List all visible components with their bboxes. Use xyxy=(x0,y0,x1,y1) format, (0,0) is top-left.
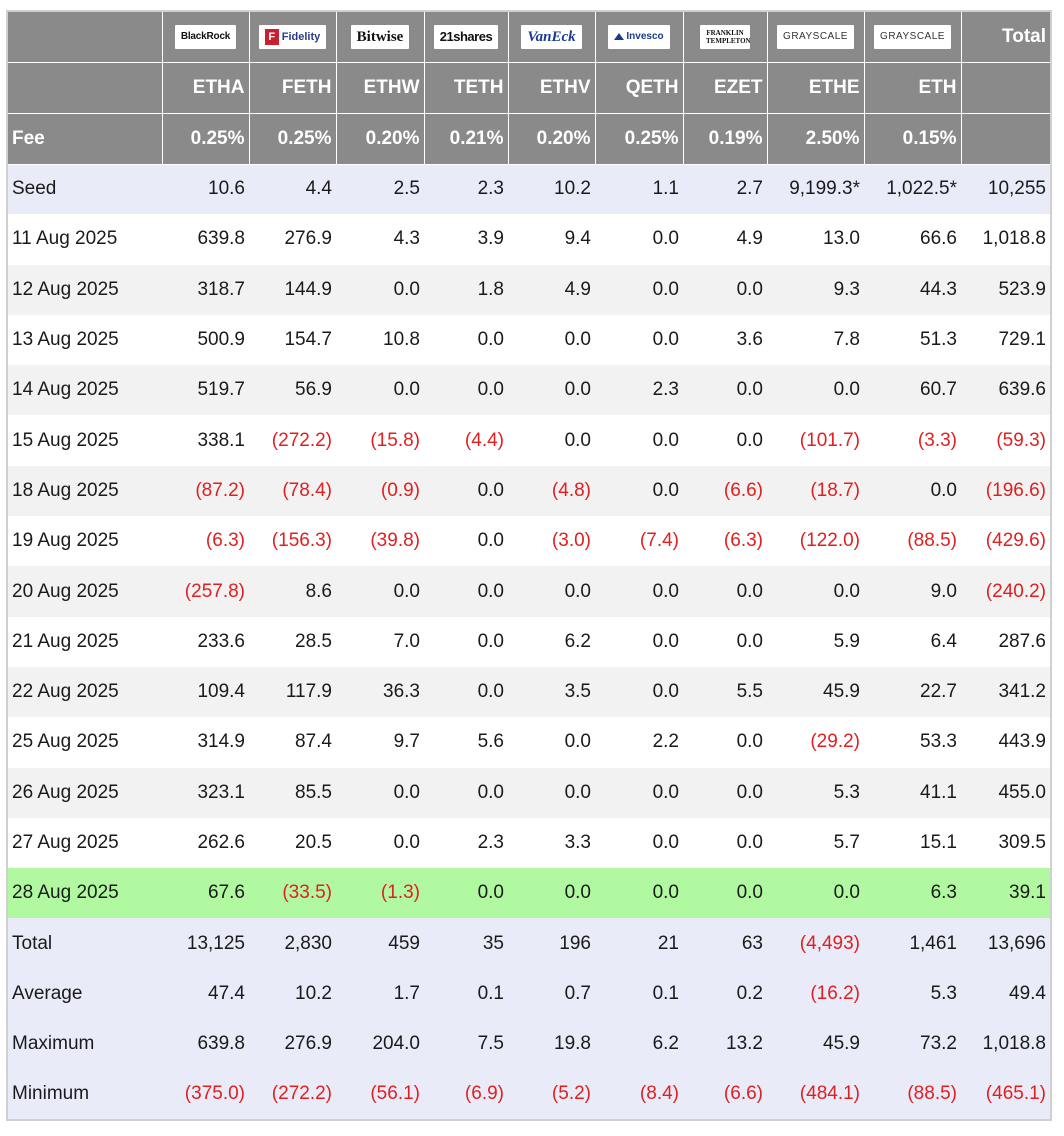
flow-cell: 0.0 xyxy=(683,768,767,818)
flow-cell: 6.2 xyxy=(595,1019,683,1069)
row-label: 12 Aug 2025 xyxy=(7,265,162,315)
flow-cell: 2.7 xyxy=(683,164,767,214)
table-row xyxy=(7,717,1051,767)
row-total-cell: (196.6) xyxy=(961,466,1051,516)
ticker-header: FETH xyxy=(249,62,336,113)
flow-cell: 233.6 xyxy=(162,617,249,667)
flow-cell: 63 xyxy=(683,918,767,968)
flow-cell: (56.1) xyxy=(336,1069,424,1119)
blackrock-logo: BlackRock xyxy=(175,25,236,49)
flow-cell: 44.3 xyxy=(864,265,961,315)
flow-cell: 0.1 xyxy=(595,969,683,1019)
table-row xyxy=(7,214,1051,264)
corner-cell xyxy=(7,62,162,113)
flow-cell: 53.3 xyxy=(864,717,961,767)
flow-cell: 67.6 xyxy=(162,868,249,918)
flow-cell: (4,493) xyxy=(767,918,864,968)
fee-cell: 0.21% xyxy=(424,113,508,164)
flow-cell: 36.3 xyxy=(336,667,424,717)
row-total-cell: 39.1 xyxy=(961,868,1051,918)
flow-cell: (4.8) xyxy=(508,466,595,516)
flow-cell: 3.3 xyxy=(508,818,595,868)
flow-cell: 3.6 xyxy=(683,315,767,365)
flow-cell: 0.0 xyxy=(424,667,508,717)
flow-cell: 0.1 xyxy=(424,969,508,1019)
flow-cell: (88.5) xyxy=(864,1069,961,1119)
flow-cell: 0.0 xyxy=(508,315,595,365)
flow-cell: 13.2 xyxy=(683,1019,767,1069)
flow-cell: 0.0 xyxy=(508,365,595,415)
flow-cell: 154.7 xyxy=(249,315,336,365)
flow-cell: (15.8) xyxy=(336,415,424,465)
issuer-cell xyxy=(508,11,595,62)
flow-cell: 204.0 xyxy=(336,1019,424,1069)
flow-cell: 314.9 xyxy=(162,717,249,767)
flow-cell: 0.0 xyxy=(767,566,864,616)
flow-cell: (3.3) xyxy=(864,415,961,465)
flow-cell: 60.7 xyxy=(864,365,961,415)
fee-cell: 0.20% xyxy=(336,113,424,164)
row-label: 26 Aug 2025 xyxy=(7,768,162,818)
flow-cell: (6.3) xyxy=(162,516,249,566)
flow-cell: 0.0 xyxy=(595,768,683,818)
flow-cell: 2.3 xyxy=(424,818,508,868)
flow-cell: (8.4) xyxy=(595,1069,683,1119)
flow-cell: 5.3 xyxy=(864,969,961,1019)
flow-cell: (6.9) xyxy=(424,1069,508,1119)
issuer-cell xyxy=(336,11,424,62)
table-row xyxy=(7,415,1051,465)
row-total-cell: (465.1) xyxy=(961,1069,1051,1119)
flow-cell: 0.0 xyxy=(864,466,961,516)
flow-cell: 4.9 xyxy=(508,265,595,315)
flow-cell: 7.0 xyxy=(336,617,424,667)
flow-cell: (375.0) xyxy=(162,1069,249,1119)
ticker-header: EZET xyxy=(683,62,767,113)
franklin-templeton-logo: FRANKLIN TEMPLETON xyxy=(700,25,750,49)
flow-cell: 7.8 xyxy=(767,315,864,365)
flow-cell: 6.2 xyxy=(508,617,595,667)
fee-cell: 0.25% xyxy=(162,113,249,164)
flow-cell: 0.0 xyxy=(683,818,767,868)
flow-cell: 87.4 xyxy=(249,717,336,767)
flow-cell: 4.9 xyxy=(683,214,767,264)
table-row xyxy=(7,566,1051,616)
flow-cell: 0.0 xyxy=(508,415,595,465)
flow-cell: 13,125 xyxy=(162,918,249,968)
issuer-cell xyxy=(767,11,864,62)
flow-cell: 3.9 xyxy=(424,214,508,264)
flow-cell: (78.4) xyxy=(249,466,336,516)
flow-cell: 117.9 xyxy=(249,667,336,717)
flow-cell: 0.0 xyxy=(595,265,683,315)
flow-cell: 5.6 xyxy=(424,717,508,767)
table-row xyxy=(7,1019,1051,1069)
flow-cell: 66.6 xyxy=(864,214,961,264)
flow-cell: 85.5 xyxy=(249,768,336,818)
row-total-cell: (240.2) xyxy=(961,566,1051,616)
flow-cell: (122.0) xyxy=(767,516,864,566)
ticker-row xyxy=(7,62,1051,113)
flow-cell: 0.0 xyxy=(424,466,508,516)
table-row xyxy=(7,164,1051,214)
flow-cell: (7.4) xyxy=(595,516,683,566)
flow-cell: (16.2) xyxy=(767,969,864,1019)
flow-cell: 0.0 xyxy=(336,265,424,315)
row-label: Maximum xyxy=(7,1019,162,1069)
flow-cell: (1.3) xyxy=(336,868,424,918)
flow-cell: 1,461 xyxy=(864,918,961,968)
flow-cell: (272.2) xyxy=(249,415,336,465)
flow-cell: 73.2 xyxy=(864,1019,961,1069)
flow-cell: 2.3 xyxy=(424,164,508,214)
flow-cell: (6.6) xyxy=(683,466,767,516)
flow-cell: (3.0) xyxy=(508,516,595,566)
row-total-cell: (59.3) xyxy=(961,415,1051,465)
ticker-header: ETHA xyxy=(162,62,249,113)
flow-cell: 338.1 xyxy=(162,415,249,465)
row-label: Minimum xyxy=(7,1069,162,1119)
flow-cell: 323.1 xyxy=(162,768,249,818)
table-row xyxy=(7,1069,1051,1119)
fee-cell: 2.50% xyxy=(767,113,864,164)
fee-cell: 0.25% xyxy=(249,113,336,164)
flow-cell: 0.0 xyxy=(595,415,683,465)
flow-cell: (101.7) xyxy=(767,415,864,465)
flow-cell: 5.7 xyxy=(767,818,864,868)
flow-cell: (18.7) xyxy=(767,466,864,516)
flow-cell: 318.7 xyxy=(162,265,249,315)
row-total-cell: 13,696 xyxy=(961,918,1051,968)
table-row xyxy=(7,315,1051,365)
flow-cell: (156.3) xyxy=(249,516,336,566)
vaneck-logo: VanEck xyxy=(521,25,581,49)
flow-cell: 2.5 xyxy=(336,164,424,214)
flow-cell: 10.8 xyxy=(336,315,424,365)
flow-cell: 0.0 xyxy=(424,566,508,616)
issuer-cell xyxy=(683,11,767,62)
row-label: 13 Aug 2025 xyxy=(7,315,162,365)
table-row xyxy=(7,667,1051,717)
flow-cell: 0.0 xyxy=(336,818,424,868)
flow-cell: 262.6 xyxy=(162,818,249,868)
flow-cell: 9.7 xyxy=(336,717,424,767)
table-row xyxy=(7,818,1051,868)
flow-cell: 0.0 xyxy=(508,868,595,918)
fee-empty-cell xyxy=(961,113,1051,164)
flow-cell: 639.8 xyxy=(162,214,249,264)
flow-cell: 6.3 xyxy=(864,868,961,918)
table-row xyxy=(7,969,1051,1019)
flow-cell: 5.5 xyxy=(683,667,767,717)
flow-cell: 0.0 xyxy=(336,365,424,415)
flow-cell: (6.3) xyxy=(683,516,767,566)
flow-cell: 10.2 xyxy=(249,969,336,1019)
flow-cell: 0.0 xyxy=(683,265,767,315)
issuer-cell xyxy=(249,11,336,62)
row-total-cell: 1,018.8 xyxy=(961,214,1051,264)
flow-cell: 2.2 xyxy=(595,717,683,767)
flow-cell: 19.8 xyxy=(508,1019,595,1069)
flow-cell: 9,199.3* xyxy=(767,164,864,214)
flow-cell: 144.9 xyxy=(249,265,336,315)
row-label: 19 Aug 2025 xyxy=(7,516,162,566)
flow-cell: 0.0 xyxy=(336,768,424,818)
flow-cell: 639.8 xyxy=(162,1019,249,1069)
fee-cell: 0.19% xyxy=(683,113,767,164)
row-label: 28 Aug 2025 xyxy=(7,868,162,918)
flow-cell: 45.9 xyxy=(767,1019,864,1069)
flow-cell: 0.0 xyxy=(424,315,508,365)
flow-cell: 1,022.5* xyxy=(864,164,961,214)
row-total-cell: 639.6 xyxy=(961,365,1051,415)
flow-cell: (33.5) xyxy=(249,868,336,918)
flow-cell: 2.3 xyxy=(595,365,683,415)
flow-cell: 20.5 xyxy=(249,818,336,868)
flow-cell: 28.5 xyxy=(249,617,336,667)
row-label: Seed xyxy=(7,164,162,214)
issuer-logo-row xyxy=(7,11,1051,62)
flow-cell: 0.0 xyxy=(595,315,683,365)
flow-cell: (6.6) xyxy=(683,1069,767,1119)
flow-cell: 1.7 xyxy=(336,969,424,1019)
flow-cell: 10.6 xyxy=(162,164,249,214)
flow-cell: 41.1 xyxy=(864,768,961,818)
flow-cell: 0.0 xyxy=(508,768,595,818)
ticker-header: ETH xyxy=(864,62,961,113)
fee-cell: 0.15% xyxy=(864,113,961,164)
invesco-logo xyxy=(608,25,669,49)
invesco-logo-text: Invesco xyxy=(626,30,664,42)
issuer-cell xyxy=(162,11,249,62)
flow-cell: 10.2 xyxy=(508,164,595,214)
etf-flow-table-container xyxy=(6,10,1052,1121)
flow-cell: 1.1 xyxy=(595,164,683,214)
flow-cell: 0.0 xyxy=(424,516,508,566)
row-label: 11 Aug 2025 xyxy=(7,214,162,264)
flow-cell: 47.4 xyxy=(162,969,249,1019)
fee-cell: 0.20% xyxy=(508,113,595,164)
21shares-logo: 21shares xyxy=(434,25,498,49)
table-row xyxy=(7,617,1051,667)
table-row xyxy=(7,868,1051,918)
flow-cell: 35 xyxy=(424,918,508,968)
flow-cell: 21 xyxy=(595,918,683,968)
row-total-cell: 49.4 xyxy=(961,969,1051,1019)
flow-cell: 9.3 xyxy=(767,265,864,315)
flow-cell: 0.0 xyxy=(683,617,767,667)
flow-cell: 0.0 xyxy=(424,617,508,667)
corner-cell xyxy=(7,11,162,62)
flow-cell: 45.9 xyxy=(767,667,864,717)
flow-cell: 0.0 xyxy=(595,617,683,667)
table-row xyxy=(7,265,1051,315)
flow-cell: 0.7 xyxy=(508,969,595,1019)
flow-cell: 15.1 xyxy=(864,818,961,868)
flow-cell: (29.2) xyxy=(767,717,864,767)
ticker-header: TETH xyxy=(424,62,508,113)
flow-cell: 0.0 xyxy=(595,466,683,516)
row-label: 20 Aug 2025 xyxy=(7,566,162,616)
grayscale-logo: GRAYSCALE xyxy=(777,25,854,49)
flow-cell: 0.0 xyxy=(595,868,683,918)
row-label: 22 Aug 2025 xyxy=(7,667,162,717)
fidelity-logo: F Fidelity xyxy=(259,25,327,49)
row-total-cell: 10,255 xyxy=(961,164,1051,214)
flow-cell: (0.9) xyxy=(336,466,424,516)
flow-cell: (87.2) xyxy=(162,466,249,516)
row-label: 18 Aug 2025 xyxy=(7,466,162,516)
flow-cell: 0.0 xyxy=(767,365,864,415)
table-row xyxy=(7,516,1051,566)
ticker-header: QETH xyxy=(595,62,683,113)
flow-cell: 0.0 xyxy=(424,868,508,918)
flow-cell: 276.9 xyxy=(249,214,336,264)
flow-cell: 0.0 xyxy=(595,566,683,616)
grayscale-logo: GRAYSCALE xyxy=(874,25,951,49)
flow-cell: (272.2) xyxy=(249,1069,336,1119)
row-label: 14 Aug 2025 xyxy=(7,365,162,415)
flow-cell: 5.9 xyxy=(767,617,864,667)
fee-label: Fee xyxy=(7,113,162,164)
row-total-cell: 455.0 xyxy=(961,768,1051,818)
flow-cell: 519.7 xyxy=(162,365,249,415)
flow-cell: 1.8 xyxy=(424,265,508,315)
table-row xyxy=(7,466,1051,516)
flow-cell: 4.4 xyxy=(249,164,336,214)
flow-cell: 109.4 xyxy=(162,667,249,717)
flow-cell: 0.0 xyxy=(508,717,595,767)
flow-cell: (5.2) xyxy=(508,1069,595,1119)
flow-cell: 459 xyxy=(336,918,424,968)
flow-cell: 0.0 xyxy=(595,214,683,264)
flow-cell: 0.0 xyxy=(595,818,683,868)
issuer-cell xyxy=(424,11,508,62)
issuer-cell xyxy=(864,11,961,62)
flow-cell: 5.3 xyxy=(767,768,864,818)
row-total-cell: 341.2 xyxy=(961,667,1051,717)
flow-cell: 0.0 xyxy=(595,667,683,717)
fee-cell: 0.25% xyxy=(595,113,683,164)
row-total-cell: (429.6) xyxy=(961,516,1051,566)
flow-cell: 0.0 xyxy=(424,768,508,818)
flow-cell: (484.1) xyxy=(767,1069,864,1119)
flow-cell: 6.4 xyxy=(864,617,961,667)
row-label: 15 Aug 2025 xyxy=(7,415,162,465)
flow-cell: 0.0 xyxy=(683,566,767,616)
table-row xyxy=(7,918,1051,968)
flow-cell: 0.0 xyxy=(336,566,424,616)
flow-cell: 22.7 xyxy=(864,667,961,717)
row-label: 25 Aug 2025 xyxy=(7,717,162,767)
row-total-cell: 443.9 xyxy=(961,717,1051,767)
ticker-header: ETHV xyxy=(508,62,595,113)
flow-cell: 4.3 xyxy=(336,214,424,264)
flow-cell: 0.0 xyxy=(424,365,508,415)
flow-cell: 7.5 xyxy=(424,1019,508,1069)
flow-cell: (257.8) xyxy=(162,566,249,616)
ticker-header: ETHW xyxy=(336,62,424,113)
row-total-cell: 729.1 xyxy=(961,315,1051,365)
flow-cell: 3.5 xyxy=(508,667,595,717)
issuer-cell xyxy=(595,11,683,62)
row-label: 21 Aug 2025 xyxy=(7,617,162,667)
fee-row xyxy=(7,113,1051,164)
table-row xyxy=(7,365,1051,415)
total-header: Total xyxy=(961,11,1051,62)
flow-cell: 2,830 xyxy=(249,918,336,968)
flow-cell: 0.0 xyxy=(683,717,767,767)
row-label: Average xyxy=(7,969,162,1019)
flow-cell: 196 xyxy=(508,918,595,968)
fidelity-logo-text: Fidelity xyxy=(281,30,321,43)
flow-cell: 51.3 xyxy=(864,315,961,365)
row-total-cell: 287.6 xyxy=(961,617,1051,667)
etf-flow-table xyxy=(6,10,1052,1121)
row-total-cell: 309.5 xyxy=(961,818,1051,868)
flow-cell: 0.0 xyxy=(683,365,767,415)
flow-cell: 276.9 xyxy=(249,1019,336,1069)
flow-cell: 56.9 xyxy=(249,365,336,415)
flow-cell: (39.8) xyxy=(336,516,424,566)
flow-cell: (4.4) xyxy=(424,415,508,465)
flow-cell: 9.4 xyxy=(508,214,595,264)
flow-cell: 9.0 xyxy=(864,566,961,616)
row-total-cell: 523.9 xyxy=(961,265,1051,315)
row-label: 27 Aug 2025 xyxy=(7,818,162,868)
flow-cell: 0.2 xyxy=(683,969,767,1019)
flow-cell: 0.0 xyxy=(683,415,767,465)
row-label: Total xyxy=(7,918,162,968)
row-total-cell: 1,018.8 xyxy=(961,1019,1051,1069)
flow-cell: 0.0 xyxy=(683,868,767,918)
flow-cell: 0.0 xyxy=(767,868,864,918)
flow-cell: 8.6 xyxy=(249,566,336,616)
flow-cell: (88.5) xyxy=(864,516,961,566)
table-row xyxy=(7,768,1051,818)
ticker-empty-cell xyxy=(961,62,1051,113)
ticker-header: ETHE xyxy=(767,62,864,113)
flow-cell: 500.9 xyxy=(162,315,249,365)
flow-cell: 13.0 xyxy=(767,214,864,264)
bitwise-logo: Bitwise xyxy=(351,25,410,49)
flow-cell: 0.0 xyxy=(508,566,595,616)
